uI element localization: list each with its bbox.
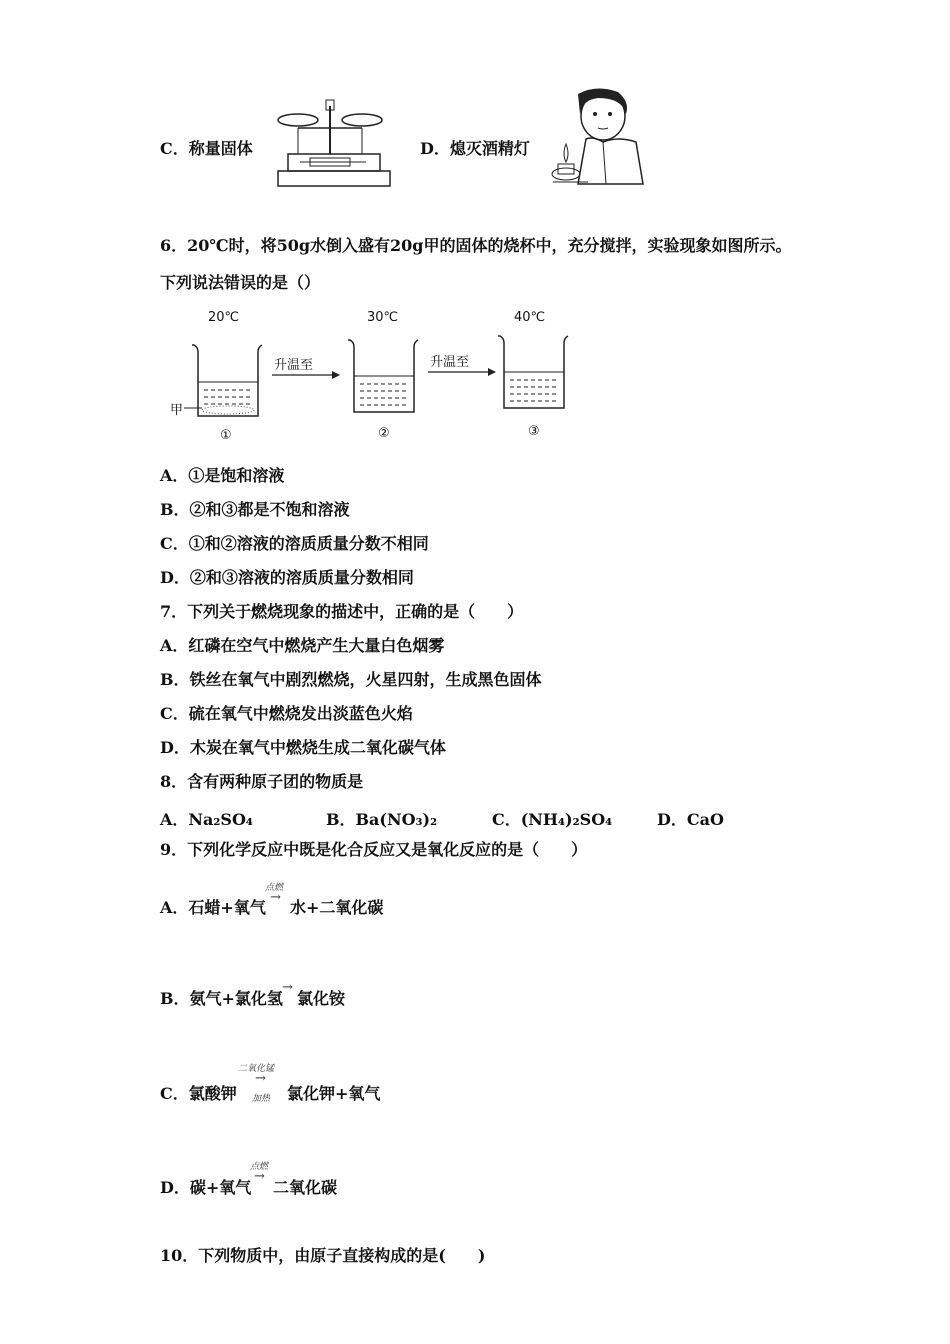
fig-temp-30: 30℃	[367, 310, 399, 325]
q9-d-condition: 点燃	[250, 1162, 269, 1172]
boy-alcohol-lamp-image	[548, 84, 648, 196]
fig-jia-label: 甲	[170, 403, 184, 418]
q9-b-arrow: →	[282, 980, 293, 995]
q7-stem: 7．下列关于燃烧现象的描述中，正确的是（ ）	[160, 602, 524, 621]
q9-d-arrow: →	[254, 1169, 265, 1184]
q9-option-b-right: 氯化铵	[297, 989, 346, 1008]
q8-option-b: B．Ba(NO₃)₂	[326, 810, 438, 829]
q9-stem: 9．下列化学反应中既是化合反应又是氧化反应的是（ ）	[160, 840, 588, 859]
q9-option-c-left: C．氯酸钾	[160, 1084, 237, 1103]
q6-option-c: C．①和②溶液的溶质质量分数不相同	[160, 534, 429, 553]
q9-c-condition-bottom: 加热	[252, 1094, 271, 1104]
beakers-diagram	[160, 330, 580, 430]
fig-beaker-num-2: ②	[378, 426, 390, 441]
q5-option-c: C．称量固体	[160, 139, 253, 158]
q9-option-a-right: 水+二氧化碳	[290, 898, 384, 917]
beaker-2	[348, 340, 418, 412]
q9-c-condition-top: 二氧化锰	[238, 1064, 275, 1074]
q6-option-b: B．②和③都是不饱和溶液	[160, 500, 350, 519]
q6-option-d: D．②和③溶液的溶质质量分数相同	[160, 568, 414, 587]
q7-option-c: C．硫在氧气中燃烧发出淡蓝色火焰	[160, 704, 413, 723]
q6-stem-line2: 下列说法错误的是（）	[160, 273, 321, 292]
q7-option-a: A．红磷在空气中燃烧产生大量白色烟雾	[160, 636, 445, 655]
q8-stem: 8．含有两种原子团的物质是	[160, 772, 364, 791]
beaker-1	[184, 345, 262, 416]
q8-option-c: C．(NH₄)₂SO₄	[492, 810, 613, 829]
fig-temp-40: 40℃	[514, 310, 546, 325]
fig-heat-label-2: 升温至	[430, 355, 470, 370]
q7-option-d: D．木炭在氧气中燃烧生成二氧化碳气体	[160, 738, 446, 757]
fig-beaker-num-3: ③	[528, 424, 540, 439]
q9-a-arrow: →	[270, 890, 281, 905]
fig-beaker-num-1: ①	[220, 428, 232, 443]
fig-temp-20: 20℃	[208, 310, 240, 325]
q5-option-d: D．熄灭酒精灯	[420, 139, 530, 158]
q10-stem: 10．下列物质中，由原子直接构成的是( )	[160, 1246, 486, 1265]
q8-option-a: A．Na₂SO₄	[160, 810, 253, 829]
q9-c-arrow: →	[255, 1071, 266, 1086]
q9-option-a-left: A．石蜡+氧气	[160, 898, 266, 917]
balance-scale-image	[270, 96, 395, 191]
q9-option-d-left: D．碳+氧气	[160, 1178, 252, 1197]
q9-option-b-left: B．氨气+氯化氢	[160, 989, 283, 1008]
q7-option-b: B．铁丝在氧气中剧烈燃烧，火星四射，生成黑色固体	[160, 670, 542, 689]
q6-option-a: A．①是饱和溶液	[160, 466, 285, 485]
q6-stem-line1: 6．20℃时，将50g水倒入盛有20g甲的固体的烧杯中，充分搅拌，实验现象如图所示。	[160, 236, 792, 255]
beaker-3	[498, 336, 568, 408]
q9-a-condition: 点燃	[265, 883, 284, 893]
q9-option-d-right: 二氧化碳	[273, 1178, 338, 1197]
fig-heat-label-1: 升温至	[274, 358, 314, 373]
q9-option-c-right: 氯化钾+氧气	[287, 1084, 381, 1103]
q8-option-d: D．CaO	[657, 810, 724, 829]
